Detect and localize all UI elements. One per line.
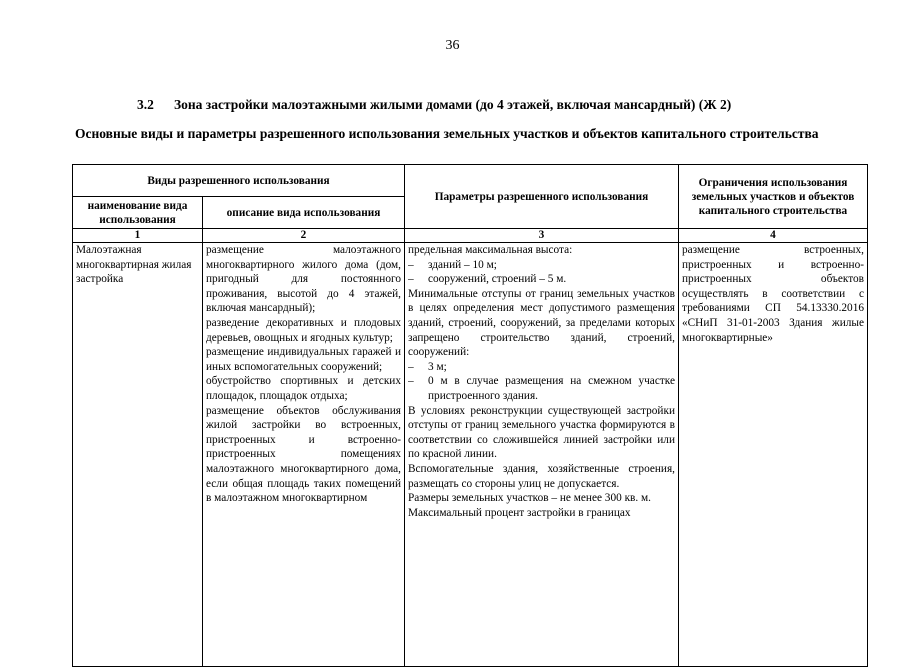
- header-limits: Ограничения использования земельных участков и объектов капитального строительства: [679, 165, 868, 229]
- description-item: размещение малоэтажного многоквартирного жилого дома (дом, пригодный для постоянного проживания, высотой до 4 этажей, включая мансардный);: [206, 244, 401, 315]
- header-uses-group: Виды разрешенного использования: [73, 165, 405, 197]
- description-item: разведение декоративных и плодовых деревьев, овощных и ягодных культур;: [206, 316, 401, 344]
- list-item: – 0 м в случае размещения на смежном участке пристроенного здания.: [408, 375, 675, 402]
- header-params: Параметры разрешенного использования: [405, 165, 679, 229]
- column-number: 1: [73, 229, 203, 243]
- column-number: 4: [679, 229, 868, 243]
- header-name: наименование вида использования: [73, 197, 203, 229]
- height-item: сооружений, строений – 5 м.: [428, 273, 567, 286]
- permitted-uses-table: [72, 164, 868, 667]
- reconstruction-text: В условиях реконструкции существующей застройки отступы от границ земельного участка формируются в соответствии со сложившейся линией застройки или по красной линии.: [408, 404, 675, 461]
- height-item: зданий – 10 м;: [428, 258, 497, 271]
- column-number: 2: [203, 229, 405, 243]
- use-name: Малоэтажная многоквартирная жилая застройка: [76, 244, 192, 286]
- max-percent-text: Максимальный процент застройки в границах: [408, 506, 631, 519]
- table-row: [73, 243, 868, 667]
- height-title: предельная максимальная высота:: [408, 244, 573, 256]
- setback-item: 0 м в случае размещения на смежном участке пристроенного здания.: [428, 375, 675, 402]
- setback-item: 3 м;: [428, 360, 447, 373]
- list-item: – зданий – 10 м;: [408, 258, 675, 273]
- list-item: – 3 м;: [408, 360, 675, 375]
- page-number: 36: [445, 38, 460, 53]
- description-item: размещение объектов обслуживания жилой застройки во встроенных, пристроенных и встроенно-пристроенных помещениях малоэтажного многоквартирного дома, если общая площадь таких помещений в малоэтажном многоквартирном: [206, 404, 401, 505]
- section-title: Зона застройки малоэтажными жилыми домами (до 4 этажей, включая мансардный) (Ж 2): [174, 97, 732, 112]
- column-number: 3: [405, 229, 679, 243]
- table-subheading: Основные виды и параметры разрешенного использования земельных участков и объектов капитального строительства: [75, 126, 819, 141]
- params-cell: [405, 243, 679, 667]
- list-item: – сооружений, строений – 5 м.: [408, 272, 675, 287]
- use-name-cell: [73, 243, 203, 667]
- column-number-row: [73, 229, 868, 243]
- section-number: 3.2: [137, 97, 154, 112]
- section-heading: [137, 97, 837, 113]
- setbacks-title: Минимальные отступы от границ земельных участков в целях определения мест допустимого размещения зданий, строений, сооружений, за пределами которых запрещено строительство зданий, строений, сооружений:: [408, 287, 675, 359]
- description-item: размещение индивидуальных гаражей и иных вспомогательных сооружений;: [206, 346, 401, 373]
- limits-text: размещение встроенных, пристроенных и встроенно-пристроенных объектов осуществлять в соответствии с требованиями СП 54.13330.2016 «СНиП 31-01-2003 Здания жилые многоквартирные»: [682, 244, 864, 344]
- header-desc: описание вида использования: [203, 197, 405, 229]
- description-item: обустройство спортивных и детских площадок, площадок отдыха;: [206, 375, 401, 402]
- use-description-cell: [203, 243, 405, 667]
- plot-size-text: Размеры земельных участков – не менее 300 кв. м.: [408, 492, 652, 505]
- auxiliary-text: Вспомогательные здания, хозяйственные строения, размещать со стороны улиц не допускается.: [408, 462, 675, 490]
- header-row-1: [73, 165, 868, 197]
- limits-cell: [679, 243, 868, 667]
